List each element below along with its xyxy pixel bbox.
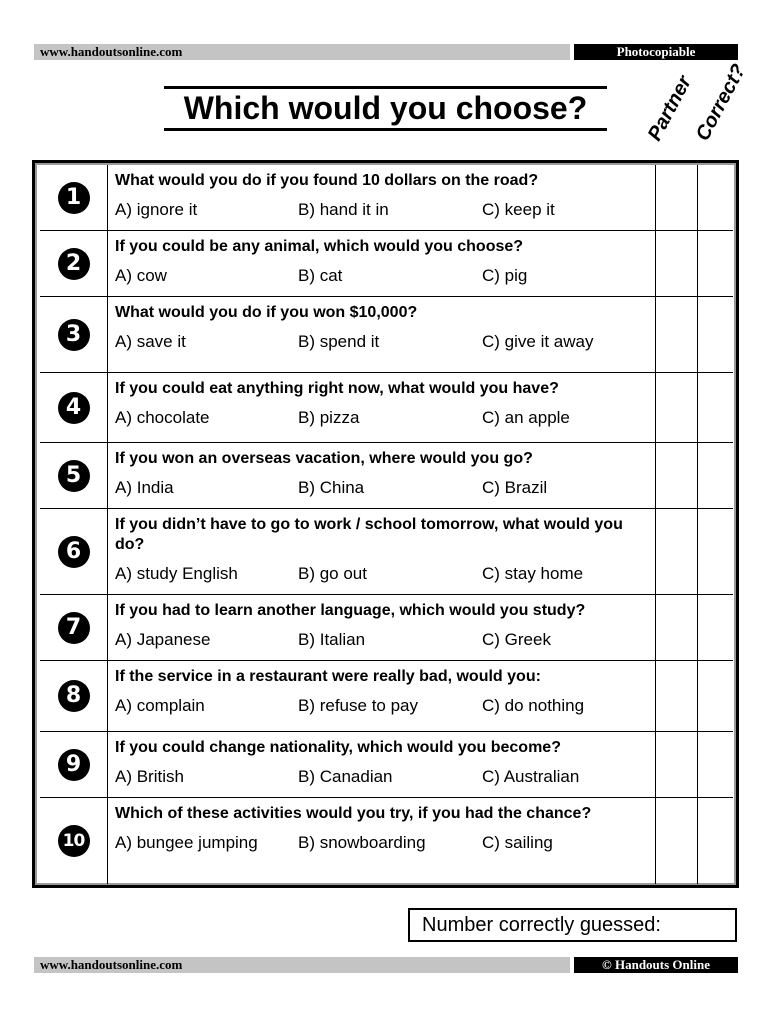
answer-option-a: A) chocolate bbox=[115, 408, 210, 427]
table-row bbox=[40, 509, 733, 595]
correct-column-header: Correct? bbox=[691, 60, 751, 145]
question-number-cell bbox=[40, 373, 108, 442]
correct-check-cell[interactable] bbox=[697, 509, 737, 594]
answer-option-b: B) Canadian bbox=[298, 767, 393, 786]
page-title: Which would you choose? bbox=[183, 90, 588, 126]
answer-option-b: B) China bbox=[298, 478, 365, 497]
answer-options bbox=[115, 477, 655, 499]
question-number-badge: 3 bbox=[58, 319, 90, 351]
table-row bbox=[40, 798, 733, 884]
correct-check-cell[interactable] bbox=[697, 373, 737, 442]
partner-answer-cell[interactable] bbox=[655, 297, 695, 372]
question-number-badge: 5 bbox=[58, 460, 90, 492]
table-row bbox=[40, 595, 733, 661]
score-label: Number correctly guessed: bbox=[422, 914, 661, 936]
correct-check-cell[interactable] bbox=[697, 297, 737, 372]
answer-option-b: B) snowboarding bbox=[298, 833, 426, 852]
correct-check-cell[interactable] bbox=[697, 231, 737, 296]
score-box bbox=[408, 908, 737, 942]
question-number-badge: 1 bbox=[58, 182, 90, 214]
table-row bbox=[40, 661, 733, 732]
answer-option-a: A) cow bbox=[115, 266, 167, 285]
answer-option-c: C) keep it bbox=[482, 200, 555, 219]
partner-answer-cell[interactable] bbox=[655, 373, 695, 442]
answer-options bbox=[115, 695, 655, 717]
answer-option-a: A) India bbox=[115, 478, 174, 497]
question-text: If you could eat anything right now, what would you have? bbox=[115, 380, 559, 397]
answer-option-c: C) stay home bbox=[482, 564, 584, 583]
question-cell bbox=[115, 515, 655, 585]
question-text: What would you do if you found 10 dollars on the road? bbox=[115, 172, 539, 189]
question-number-cell bbox=[40, 798, 108, 884]
answer-option-b: B) go out bbox=[298, 564, 367, 583]
answer-options bbox=[115, 563, 655, 585]
answer-option-c: C) pig bbox=[482, 266, 528, 285]
answer-option-a: A) study English bbox=[115, 564, 238, 583]
answer-options bbox=[115, 629, 655, 651]
partner-answer-cell[interactable] bbox=[655, 732, 695, 797]
question-cell bbox=[115, 237, 655, 287]
question-number-cell bbox=[40, 297, 108, 372]
footer-bar bbox=[34, 957, 738, 973]
answer-option-b: B) refuse to pay bbox=[298, 696, 419, 715]
answer-options bbox=[115, 265, 655, 287]
question-text: If you could change nationality, which would you become? bbox=[115, 739, 561, 756]
question-cell bbox=[115, 449, 655, 499]
footer-copyright: © Handouts Online bbox=[574, 957, 738, 973]
answer-options bbox=[115, 407, 655, 429]
question-text: Which of these activities would you try, if you had the chance? bbox=[115, 805, 592, 822]
question-text: What would you do if you won $10,000? bbox=[115, 304, 418, 321]
question-number-cell bbox=[40, 165, 108, 230]
question-cell bbox=[115, 601, 655, 651]
correct-check-cell[interactable] bbox=[697, 443, 737, 508]
question-number-badge: 9 bbox=[58, 749, 90, 781]
question-number-badge: 8 bbox=[58, 680, 90, 712]
correct-check-cell[interactable] bbox=[697, 798, 737, 884]
quiz-table bbox=[32, 160, 739, 888]
question-text: If you could be any animal, which would you choose? bbox=[115, 238, 524, 255]
table-row bbox=[40, 231, 733, 297]
question-number-cell bbox=[40, 661, 108, 731]
answer-option-c: C) Brazil bbox=[482, 478, 548, 497]
question-cell bbox=[115, 303, 655, 353]
answer-options bbox=[115, 832, 655, 854]
question-number-badge: 10 bbox=[58, 825, 90, 857]
question-number-cell bbox=[40, 509, 108, 594]
answer-option-b: B) hand it in bbox=[298, 200, 389, 219]
answer-options bbox=[115, 199, 655, 221]
answer-option-a: A) Japanese bbox=[115, 630, 211, 649]
correct-check-cell[interactable] bbox=[697, 595, 737, 660]
correct-check-cell[interactable] bbox=[697, 661, 737, 731]
partner-answer-cell[interactable] bbox=[655, 231, 695, 296]
answer-option-c: C) sailing bbox=[482, 833, 553, 852]
answer-option-b: B) Italian bbox=[298, 630, 366, 649]
partner-answer-cell[interactable] bbox=[655, 798, 695, 884]
partner-answer-cell[interactable] bbox=[655, 165, 695, 230]
header-bar bbox=[34, 44, 738, 60]
answer-option-c: C) Greek bbox=[482, 630, 551, 649]
answer-option-c: C) give it away bbox=[482, 332, 594, 351]
answer-option-b: B) spend it bbox=[298, 332, 380, 351]
question-text: If you had to learn another language, which would you study? bbox=[115, 602, 586, 619]
answer-options bbox=[115, 766, 655, 788]
answer-option-a: A) bungee jumping bbox=[115, 833, 258, 852]
answer-option-b: B) pizza bbox=[298, 408, 360, 427]
partner-column-header: Partner bbox=[643, 72, 696, 145]
answer-option-a: A) complain bbox=[115, 696, 205, 715]
question-number-badge: 6 bbox=[58, 536, 90, 568]
answer-option-c: C) an apple bbox=[482, 408, 570, 427]
answer-option-b: B) cat bbox=[298, 266, 343, 285]
partner-answer-cell[interactable] bbox=[655, 443, 695, 508]
question-cell bbox=[115, 171, 655, 221]
partner-answer-cell[interactable] bbox=[655, 509, 695, 594]
question-number-badge: 7 bbox=[58, 612, 90, 644]
table-row bbox=[40, 373, 733, 443]
question-number-cell bbox=[40, 732, 108, 797]
answer-option-c: C) do nothing bbox=[482, 696, 585, 715]
table-row bbox=[40, 297, 733, 373]
question-cell bbox=[115, 379, 655, 429]
question-text: If you didn’t have to go to work / school tomorrow, what would you do? bbox=[115, 516, 623, 553]
correct-check-cell[interactable] bbox=[697, 732, 737, 797]
correct-check-cell[interactable] bbox=[697, 165, 737, 230]
question-text: If you won an overseas vacation, where would you go? bbox=[115, 450, 533, 467]
question-number-badge: 2 bbox=[58, 248, 90, 280]
answer-option-a: A) ignore it bbox=[115, 200, 198, 219]
footer-website: www.handoutsonline.com bbox=[34, 957, 570, 973]
question-text: If the service in a restaurant were really bad, would you: bbox=[115, 668, 541, 685]
answer-options bbox=[115, 331, 655, 353]
question-number-cell bbox=[40, 595, 108, 660]
answer-option-a: A) save it bbox=[115, 332, 186, 351]
table-row bbox=[40, 732, 733, 798]
table-row bbox=[40, 443, 733, 509]
question-cell bbox=[115, 667, 655, 717]
answer-option-c: C) Australian bbox=[482, 767, 580, 786]
answer-option-a: A) British bbox=[115, 767, 184, 786]
header-website: www.handoutsonline.com bbox=[34, 44, 570, 60]
title-rule-bottom bbox=[164, 128, 607, 131]
question-number-cell bbox=[40, 443, 108, 508]
question-number-badge: 4 bbox=[58, 392, 90, 424]
question-cell bbox=[115, 804, 655, 854]
partner-answer-cell[interactable] bbox=[655, 661, 695, 731]
partner-answer-cell[interactable] bbox=[655, 595, 695, 660]
question-cell bbox=[115, 738, 655, 788]
header-photocopiable-label: Photocopiable bbox=[574, 44, 738, 60]
question-number-cell bbox=[40, 231, 108, 296]
table-row bbox=[40, 165, 733, 231]
